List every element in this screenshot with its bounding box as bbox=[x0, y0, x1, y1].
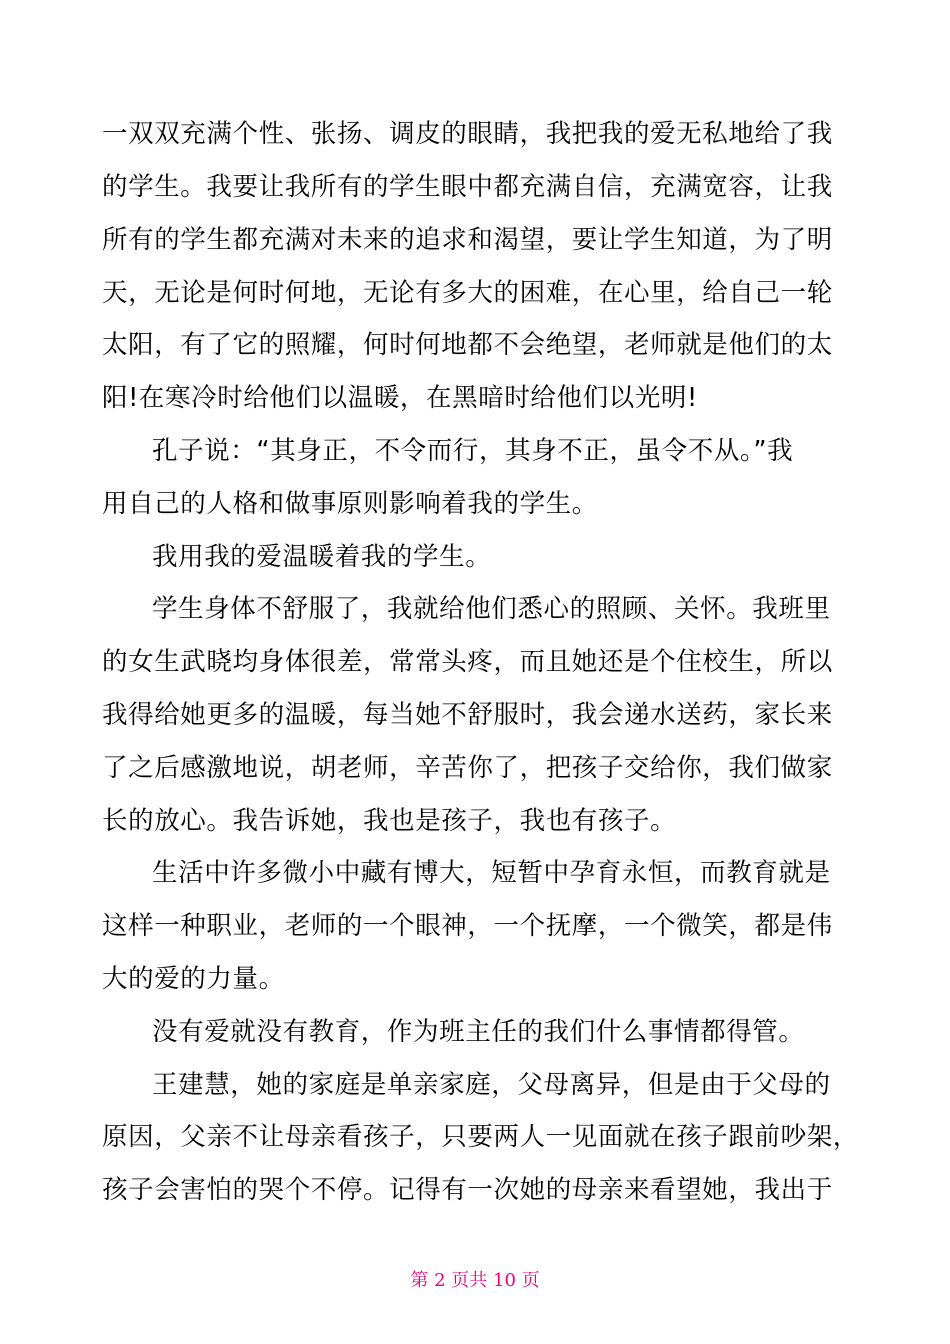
text-line: 长的放心。我告诉她，我也是孩子，我也有孩子。 bbox=[102, 806, 677, 836]
text-line: 天，无论是何时何地，无论有多大的困难，在心里，给自己一轮 bbox=[102, 278, 833, 308]
text-line: 原因，父亲不让母亲看孩子，只要两人一见面就在孩子跟前吵架， bbox=[102, 1122, 859, 1152]
text-line: 生活中许多微小中藏有博大，短暂中孕育永恒，而教育就是 bbox=[152, 858, 831, 888]
text-line: 了之后感激地说，胡老师，辛苦你了，把孩子交给你，我们做家 bbox=[102, 753, 833, 783]
text-line: 的学生。我要让我所有的学生眼中都充满自信，充满宽容，让我 bbox=[102, 172, 833, 202]
text-line: 我得给她更多的温暖，每当她不舒服时，我会递水送药，家长来 bbox=[102, 700, 833, 730]
text-line: 王建慧，她的家庭是单亲家庭，父母离异，但是由于父母的 bbox=[152, 1070, 831, 1100]
text-line: 一双双充满个性、张扬、调皮的眼睛，我把我的爱无私地给了我 bbox=[102, 119, 833, 149]
text-line: 阳!在寒冷时给他们以温暖，在黑暗时给他们以光明! bbox=[102, 383, 698, 413]
text-line: 孔子说：“其身正，不令而行，其身不正，虽令不从。”我 bbox=[152, 436, 794, 466]
text-line: 这样一种职业，老师的一个眼神，一个抚摩，一个微笑，都是伟 bbox=[102, 911, 833, 941]
text-line: 用自己的人格和做事原则影响着我的学生。 bbox=[102, 489, 598, 519]
text-line: 我用我的爱温暖着我的学生。 bbox=[152, 542, 492, 572]
text-line: 的女生武晓均身体很差，常常头疼，而且她还是个住校生，所以 bbox=[102, 647, 833, 677]
text-line: 所有的学生都充满对未来的追求和渴望，要让学生知道，为了明 bbox=[102, 225, 833, 255]
page-number-footer: 第 2 页共 10 页 bbox=[410, 1270, 540, 1291]
text-line: 学生身体不舒服了，我就给他们悉心的照顾、关怀。我班里 bbox=[152, 594, 831, 624]
text-line: 大的爱的力量。 bbox=[102, 964, 285, 994]
text-line: 孩子会害怕的哭个不停。记得有一次她的母亲来看望她，我出于 bbox=[102, 1175, 833, 1205]
text-line: 太阳，有了它的照耀，何时何地都不会绝望，老师就是他们的太 bbox=[102, 330, 833, 360]
text-line: 没有爱就没有教育，作为班主任的我们什么事情都得管。 bbox=[152, 1017, 805, 1047]
